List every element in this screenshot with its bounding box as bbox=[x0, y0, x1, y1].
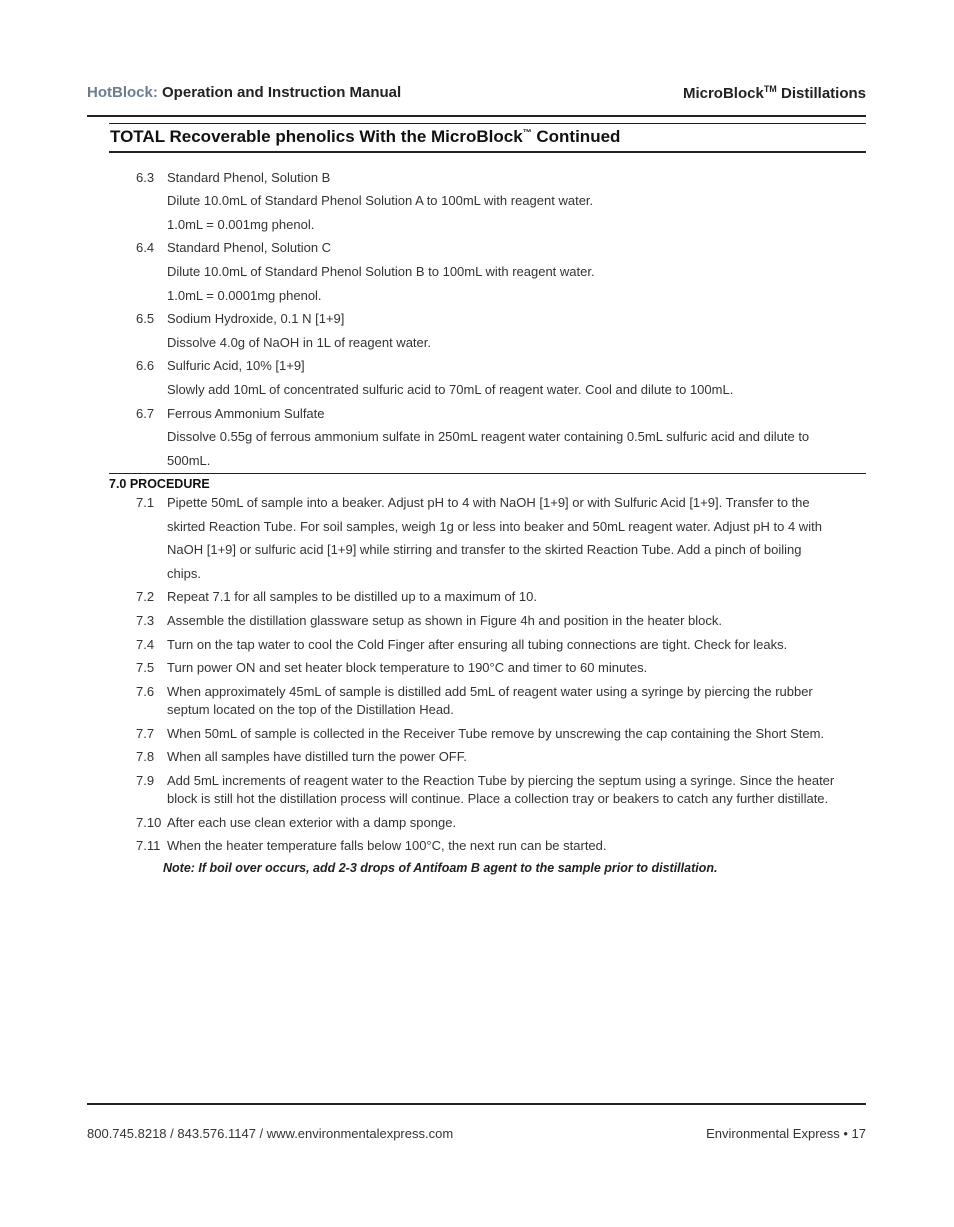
page-number: Environmental Express • 17 bbox=[706, 1126, 866, 1141]
contact-info: 800.745.8218 / 843.576.1147 / www.environmentalexpress.com bbox=[87, 1126, 454, 1141]
step-text: block is still hot the distillation process will continue. Place a collection tray or beakers to catch any further distillate. bbox=[167, 791, 829, 806]
item-name: Standard Phenol, Solution C bbox=[167, 240, 332, 255]
step-number: 7.4 bbox=[136, 637, 155, 652]
item-number: 6.6 bbox=[136, 358, 155, 373]
step-number: 7.11 bbox=[136, 838, 161, 853]
step-text: When all samples have distilled turn the power OFF. bbox=[167, 749, 467, 764]
brand-name: HotBlock: bbox=[87, 84, 158, 101]
step-text: chips. bbox=[167, 566, 201, 581]
item-number: 6.5 bbox=[136, 311, 155, 326]
step-text: Repeat 7.1 for all samples to be distilled up to a maximum of 10. bbox=[167, 589, 537, 604]
item-number: 6.7 bbox=[136, 406, 155, 421]
procedure-heading: 7.0 PROCEDURE bbox=[109, 477, 210, 491]
step-number: 7.9 bbox=[136, 773, 155, 788]
item-text: Slowly add 10mL of concentrated sulfuric acid to 70mL of reagent water. Cool and dilute to 100mL. bbox=[167, 382, 734, 397]
item-text: Dissolve 4.0g of NaOH in 1L of reagent water. bbox=[167, 335, 431, 350]
step-text: When approximately 45mL of sample is distilled add 5mL of reagent water using a syringe by piercing the rubber bbox=[167, 684, 813, 699]
footer-divider bbox=[87, 1103, 866, 1105]
step-text: Assemble the distillation glassware setup as shown in Figure 4h and position in the heater block. bbox=[167, 613, 722, 628]
item-name: Sulfuric Acid, 10% [1+9] bbox=[167, 358, 305, 373]
item-text: Dilute 10.0mL of Standard Phenol Solution B to 100mL with reagent water. bbox=[167, 264, 595, 279]
step-text: Turn power ON and set heater block temperature to 190°C and timer to 60 minutes. bbox=[167, 660, 648, 675]
procedure-divider bbox=[109, 473, 866, 474]
step-text: Turn on the tap water to cool the Cold Finger after ensuring all tubing connections are tight. Check for leaks. bbox=[167, 637, 788, 652]
section-title: TOTAL Recoverable phenolics With the MicroBlock™ Continued bbox=[110, 127, 621, 146]
step-text: septum located on the top of the Distillation Head. bbox=[167, 702, 454, 717]
item-text: 500mL. bbox=[167, 453, 211, 468]
item-number: 6.3 bbox=[136, 170, 155, 185]
step-text: NaOH [1+9] or sulfuric acid [1+9] while stirring and transfer to the skirted Reaction Tube. Add a pinch of boiling bbox=[167, 542, 802, 557]
step-number: 7.8 bbox=[136, 749, 155, 764]
manual-subtitle: Operation and Instruction Manual bbox=[162, 84, 402, 101]
step-number: 7.7 bbox=[136, 726, 155, 741]
procedure-note: Note: If boil over occurs, add 2-3 drops of Antifoam B agent to the sample prior to distillation. bbox=[163, 861, 718, 875]
header-divider bbox=[87, 115, 866, 117]
step-number: 7.5 bbox=[136, 660, 155, 675]
item-text: 1.0mL = 0.001mg phenol. bbox=[167, 217, 315, 232]
step-text: Add 5mL increments of reagent water to the Reaction Tube by piercing the septum using a syringe. Since the heater bbox=[167, 773, 835, 788]
chapter-title: MicroBlock™ Distillations bbox=[682, 84, 866, 102]
manual-title bbox=[87, 84, 401, 101]
step-number: 7.2 bbox=[136, 589, 155, 604]
item-text: 1.0mL = 0.0001mg phenol. bbox=[167, 288, 322, 303]
item-text: Dissolve 0.55g of ferrous ammonium sulfate in 250mL reagent water containing 0.5mL sulfuric acid and dilute to bbox=[167, 429, 810, 444]
step-number: 7.3 bbox=[136, 613, 155, 628]
item-name: Standard Phenol, Solution B bbox=[167, 170, 331, 185]
item-name: Sodium Hydroxide, 0.1 N [1+9] bbox=[167, 311, 345, 326]
item-number: 6.4 bbox=[136, 240, 155, 255]
section-bottom-rule bbox=[109, 151, 866, 153]
step-text: When the heater temperature falls below 100°C, the next run can be started. bbox=[167, 838, 607, 853]
step-number: 7.1 bbox=[136, 495, 155, 510]
step-text: When 50mL of sample is collected in the Receiver Tube remove by unscrewing the cap containing the Short Stem. bbox=[167, 726, 825, 741]
item-name: Ferrous Ammonium Sulfate bbox=[167, 406, 325, 421]
section-top-rule bbox=[109, 123, 866, 124]
step-text: skirted Reaction Tube. For soil samples, weigh 1g or less into beaker and 50mL reagent water. Adjust pH to 4 with bbox=[167, 519, 822, 534]
step-number: 7.6 bbox=[136, 684, 155, 699]
step-number: 7.10 bbox=[136, 815, 162, 830]
step-text: After each use clean exterior with a damp sponge. bbox=[167, 815, 457, 830]
step-text: Pipette 50mL of sample into a beaker. Adjust pH to 4 with NaOH [1+9] or with Sulfuric Acid [1+9]. Transfer to the bbox=[167, 495, 810, 510]
item-text: Dilute 10.0mL of Standard Phenol Solution A to 100mL with reagent water. bbox=[167, 193, 594, 208]
